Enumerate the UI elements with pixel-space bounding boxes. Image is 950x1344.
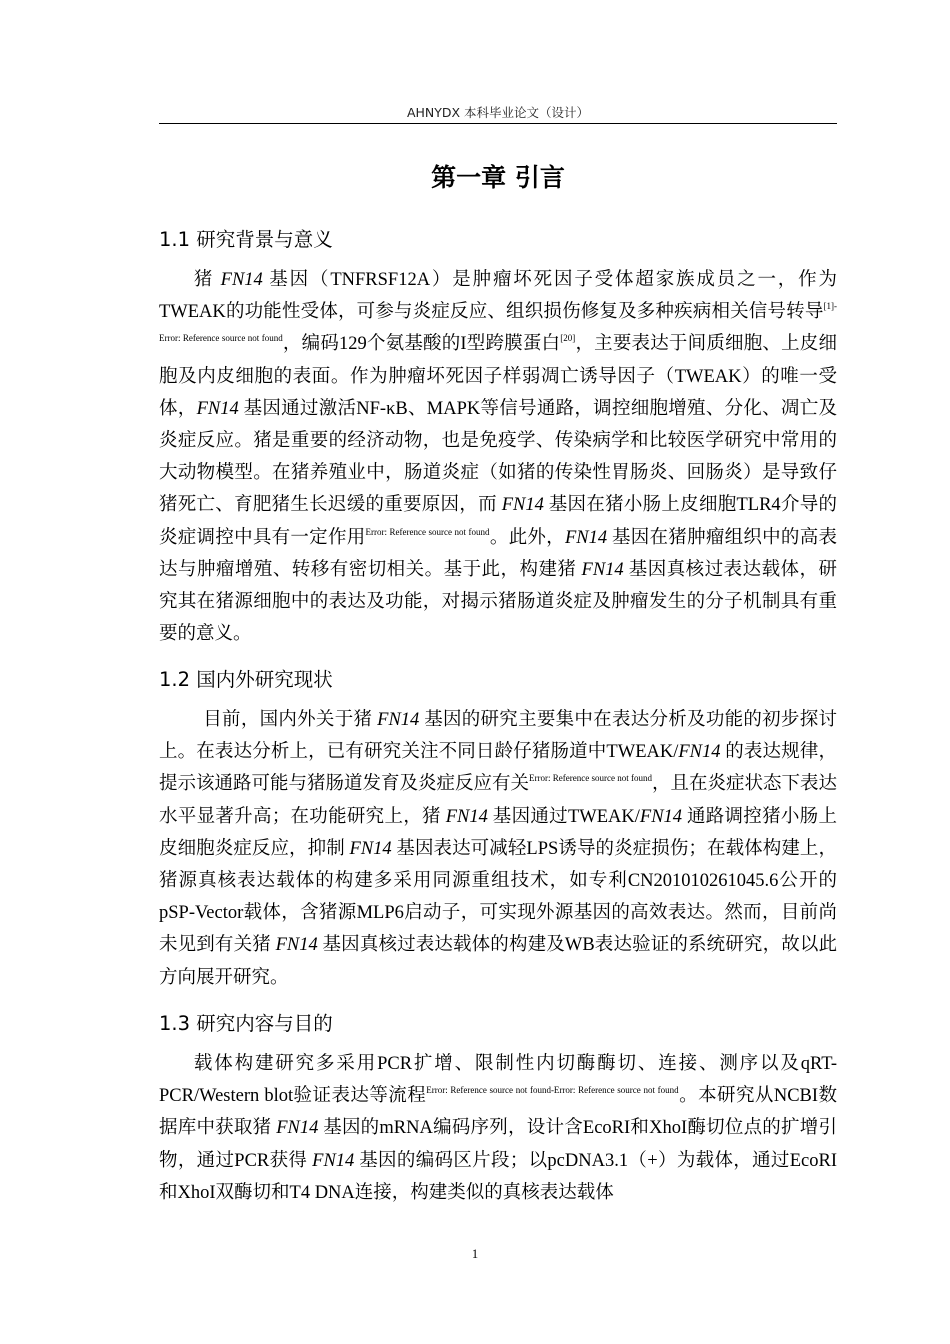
citation: Error: Reference source not found-Error: Reference source not found: [426, 1085, 679, 1096]
paragraph-research-content: 载体构建研究多采用PCR扩增、限制性内切酶酶切、连接、测序以及qRT-PCR/Western blot验证表达等流程$^{Error: Reference source not found-Error: Reference source not found}$。本研究从NCBI数据库中获取猪 FN14 基因的mRNA编码序列，设计含EcoRI和XhoI酶切位点的扩增引物，通过PCR获得 FN14 基因的编码区片段；以pcDNA3.1（+）为载体，通过EcoRI和XhoI双酶切和T4 DNA连接，构建类似的真核表达载体: [159, 1054, 838, 1203]
gene-name: FN14: [581, 559, 624, 580]
gene-name: FN14: [501, 495, 544, 516]
gene-name: FN14: [276, 1118, 319, 1139]
citation: Error: Reference source not found: [529, 773, 652, 784]
citation: [20]: [560, 333, 576, 344]
gene-name: FN14: [678, 742, 721, 763]
header-divider: [159, 123, 837, 124]
gene-name: FN14: [275, 935, 318, 956]
gene-name: FN14: [349, 838, 392, 859]
gene-name: FN14: [445, 806, 488, 827]
citation: [1]-Error: Reference source not found: [159, 301, 837, 344]
page-number: 1: [471, 1247, 479, 1261]
paragraph-research-status: 目前，国内外关于猪 FN14 基因的研究主要集中在表达分析及功能的初步探讨上。在表达分析上，已有研究关注不同日龄仔猪肠道中TWEAK/FN14 的表达规律，提示该通路可能与猪肠道发育及炎症反应有关$^{Error: Reference source not found}$，且在炎症状态下表达水平显著升高；在功能研究上，猪 FN14 基因通过TWEAK/FN14 通路调控猪小肠上皮细胞炎症反应，抑制 FN14 基因表达可减轻LPS诱导的炎症损伤；在载体构建上，猪源真核表达载体的构建多采用同源重组技术，如专利CN201010261045.6公开的pSP-Vector载体，含猪源MLP6启动子，可实现外源基因的高效表达。然而，目前尚未见到有关猪 FN14 基因真核过表达载体的构建及WB表达验证的系统研究，故以此方向展开研究。: [159, 710, 837, 988]
page-header: AHNYDX 本科毕业论文（设计）: [406, 105, 590, 120]
section-heading-1-1: 1.1 研究背景与意义: [159, 228, 333, 251]
section-heading-1-3: 1.3 研究内容与目的: [159, 1012, 333, 1035]
section-heading-1-2: 1.2 国内外研究现状: [159, 668, 333, 691]
gene-name: FN14: [196, 398, 239, 419]
citation: Error: Reference source not found: [365, 526, 490, 537]
gene-name: FN14: [220, 270, 263, 290]
chapter-title: 第一章 引言: [431, 163, 565, 192]
gene-name: FN14: [312, 1150, 355, 1171]
gene-name: FN14: [639, 806, 683, 827]
paragraph-background: 猪 FN14 基因（TNFRSF12A）是肿瘤坏死因子受体超家族成员之一，作为TWEAK的功能性受体，可参与炎症反应、组织损伤修复及多种疾病相关信号转导$^{[1]-Error: Reference source not found}$，编码129个氨基酸的I型跨膜蛋白[20]，主要表达于间质细胞、上皮细胞及内皮细胞的表面。作为肿瘤坏死因子样弱凋亡诱导因子（TWEAK）的唯一受体，FN14 基因通过激活NF-κB、MAPK等信号通路，调控细胞增殖、分化、凋亡及炎症反应。猪是重要的经济动物，也是免疫学、传染病学和比较医学研究中常用的大动物模型。在猪养殖业中，肠道炎症（如猪的传染性胃肠炎、回肠炎）是导致仔猪死亡、育肥猪生长迟缓的重要原因，而 FN14 基因在猪小肠上皮细胞TLR4介导的炎症调控中具有一定作用$^{Error: Reference source not found}$。此外，FN14 基因在猪肿瘤组织中的高表达与肿瘤增殖、转移有密切相关。基于此，构建猪 FN14 基因真核过表达载体，研究其在猪源细胞中的表达及功能，对揭示猪肠道炎症及肿瘤发生的分子机制具有重要的意义。: [159, 270, 837, 645]
gene-name: FN14: [377, 710, 420, 730]
gene-name: FN14: [564, 527, 608, 548]
